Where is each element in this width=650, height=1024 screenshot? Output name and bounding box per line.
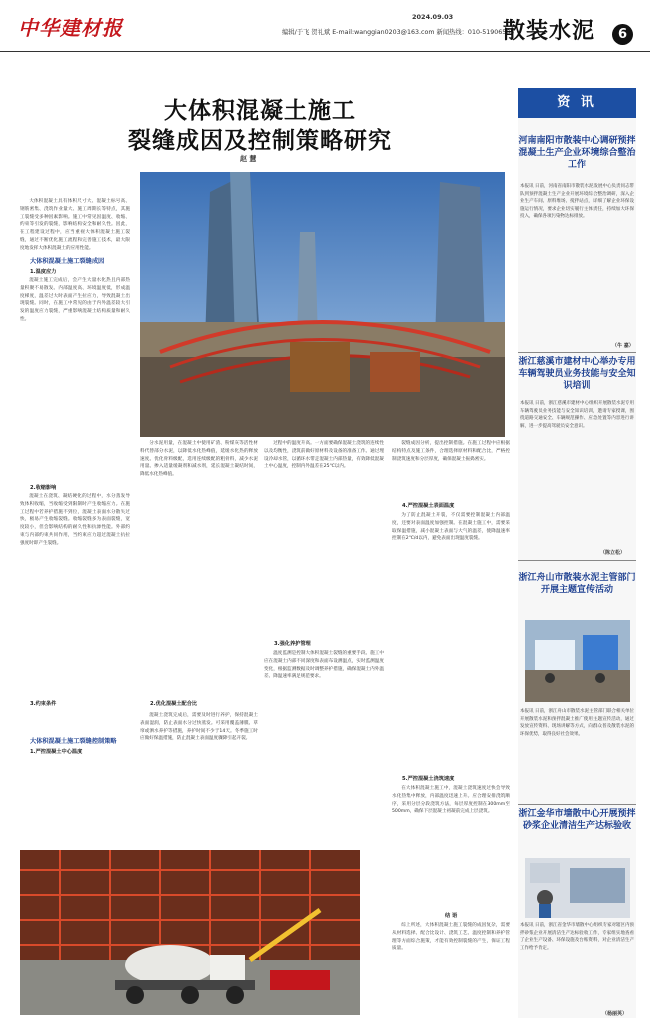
sidebar-divider [518, 804, 636, 805]
subhead-causes: 大体积混凝土施工裂缝成因 [30, 258, 105, 265]
issue-date: 2024.09.03 [412, 13, 454, 21]
article-column-2: 分水泥用量，在混凝土中使用矿渣、粉煤灰等活性材料代替部分水泥，以降低水化热峰值，延缓水化热的释放速度。优化骨料级配，选用连续级配的粗骨料，减少水泥用量。掺入适量缓凝剂和减水剂，延长混凝土凝结时间，降低水化热峰值。 [140, 441, 258, 478]
smallhead-curing: 3.强化养护管理 [274, 641, 311, 647]
byline: 赵 慧 [240, 155, 257, 163]
editor-contact-line: 编辑/于飞 贺礼斌 E-mail:wanggian0203@163.com 新闻热线：010-51906505 [282, 29, 515, 36]
article-column-1-intro: 大体积混凝土具有体积尺寸大、混凝土标号高、钢筋密集、浇筑作业量大、施工周期长等特点，其施工裂缝受多种因素影响。施工中常见因温度、收缩、约束等引发的裂缝，影响结构安全和耐久性。因此，在工程建设过程中，应当重视大体积混凝土施工裂缝，通过不断优化施工流程和完善施工技术，最大限度地发挥大体积混凝土的应用性能。 [20, 199, 130, 251]
news-2-signature: （陈立松） [600, 550, 626, 556]
news-4-photo [525, 858, 630, 918]
smallhead-mix: 2.优化混凝土配合比 [150, 701, 198, 707]
sidebar-divider [518, 560, 636, 561]
article-column-4-top: 裂缝成因分析，提出控制措施。在施工过程中应根据结构特点及施工条件，合理选择原材料和配合比，严格控制浇筑速度和分层厚度，确保混凝土振捣密实。 [392, 441, 510, 462]
article-column-2-lower: 混凝土浇筑完成后，需要及时进行养护，保持混凝土表面湿润，防止表面水分过快蒸发。可采用覆盖薄膜、草帘或洒水养护等措施，养护时间不少于14天。冬季施工时应做好保温措施，防止混凝土表面温度骤降引起开裂。 [140, 713, 258, 742]
news-3-title: 浙江舟山市散装水泥主管部门开展主题宣传活动 [518, 573, 636, 595]
news-4-signature: （杨丽英） [602, 1011, 628, 1017]
news-4-title: 浙江金华市墙散中心开展预拌砂浆企业清洁生产达标验收 [518, 809, 636, 831]
smallhead-dry: 2.收缩影响 [30, 485, 57, 491]
smallhead-conclusion: 结 语 [445, 913, 458, 919]
smallhead-surface: 4.严控混凝土表面温度 [402, 503, 455, 509]
article-column-1-middle: 混凝土施工完成后，会产生大量水化热且内部热量积聚不易散发。内部温度高、环境温度低，形成温度梯度，温差过大时表面产生拉应力，导致混凝土出现裂缝。同时，在施工中常见的由于内外温差较大引发的温度应力裂缝，严重影响混凝土结构质量和耐久性。 [20, 278, 130, 322]
article-headline-line1: 大体积混凝土施工 [164, 97, 356, 124]
article-column-4-lower: 在大体积混凝土施工中，混凝土浇筑速度过快会导致水化热集中释放，内部温度迅速上升。应合理安排浇筑顺序，采用分层分段浇筑方法，每层厚度控制在300mm至500mm，确保下层混凝土初凝前完成上层浇筑。 [392, 786, 510, 815]
news-4-body: 本报讯 日前，浙江省金华市墙散中心组织专家对辖区内预拌砂浆企业开展清洁生产达标验收工作，专家组实地查看了企业生产设备、环保设施及台账资料，对企业清洁生产工作给予肯定。 [520, 923, 634, 951]
smallhead-temp-stress: 1.温度应力 [30, 269, 57, 275]
article-column-3: 过程中的温度升高。一方面要确保混凝土浇筑的连续性以及均衡性，浇筑前做好原材料及设备的准备工作。通过埋设冷却水管，以循环水带走混凝土内部热量，有效降低混凝土中心温度，控制内外温差在25℃以内。 [264, 441, 384, 470]
news-1-signature: （牛 嘉） [612, 343, 634, 349]
news-2-body: 本报讯 日前，浙江慈溪市建材中心组织开展散装水泥专用车辆驾驶员业务技能与安全知识培训，邀请专家授课，围绕道路交通安全、车辆规范操作、应急处置等内容进行讲解，进一步提高驾驶员安全意识。 [520, 401, 634, 429]
smallhead-constraint: 3.约束条件 [30, 701, 57, 707]
news-3-body: 本报讯 日前，浙江舟山市散装水泥主管部门联合相关单位开展散装水泥和预拌混凝土推广使用主题宣传活动，通过发放宣传资料、现场讲解等方式，向群众普及散装水泥的环保优势，取得良好社会效果。 [520, 709, 634, 737]
article-conclusion: 综上所述，大体积混凝土施工裂缝的成因复杂，需要从材料选择、配合比设计、浇筑工艺、温度控制和养护管理等方面综合施策，才能有效控制裂缝的产生，保证工程质量。 [392, 923, 510, 952]
smallhead-pour: 5.严控混凝土浇筑速度 [402, 776, 455, 782]
construction-site-illustration [140, 172, 505, 437]
news-2-title: 浙江慈溪市建材中心举办专用车辆驾驶员业务技能与安全知识培训 [518, 357, 636, 391]
news-1-title: 河南南阳市散装中心调研预拌混凝土生产企业环境综合整治工作 [518, 136, 636, 170]
article-column-4-middle: 为了防止混凝土开裂，不仅需要控制混凝土内部温度，还要对表面温度加强控制。在混凝土施工中，需要采取保温措施，减小混凝土表面与大气的温差，使降温速率控制在2℃/d以内，避免表面出现温度裂缝。 [392, 513, 510, 542]
sidebar-section-tag: 资 讯 [518, 88, 636, 118]
newspaper-logo: 中华建材报 [18, 16, 123, 40]
article-headline-line2: 裂缝成因及控制策略研究 [128, 127, 392, 154]
article-column-3-lower: 温度监测是控制大体积混凝土裂缝的重要手段。施工中应在混凝土内部不同深度和表面布设测温点，实时监测温度变化，根据监测数据及时调整养护措施，确保混凝土内外温差、降温速率满足规范要求。 [264, 651, 384, 680]
construction-site-photo [140, 172, 505, 437]
concrete-mixer-illustration [20, 850, 360, 1015]
news-3-photo [525, 620, 630, 702]
event-photo-illustration [525, 620, 630, 702]
article-column-1-lower: 混凝土在浇筑、凝结硬化的过程中，水分蒸发导致体积收缩，当收缩受到限制时产生收缩应力。在施工过程中若养护措施不到位，混凝土表面水分散失过快，极易产生收缩裂缝。收缩裂缝多为表面裂缝，宽度较小，但会影响结构的耐久性和抗渗性能。外部约束与内部约束共同作用，当约束应力超过混凝土抗拉强度时即产生裂缝。 [20, 494, 130, 546]
sidebar-divider [518, 352, 636, 353]
news-1-body: 本报讯 日前，河南省南阳市散装水泥发展中心负责同志带队到预拌混凝土生产企业开展环境综合整治调研，深入企业生产车间、原料堆场、搅拌站点，详细了解企业环保设施运行情况，要求企业切实履行主体责任，持续加大环保投入，确保各项污染物达标排放。 [520, 184, 634, 220]
concrete-pouring-photo [20, 850, 360, 1015]
section-title: 散装水泥 [503, 19, 596, 44]
smallhead-temp-control: 1.严控混凝土中心温度 [30, 749, 83, 755]
page-number-badge: 6 [612, 24, 633, 45]
inspection-photo-illustration [525, 858, 630, 918]
subhead-strategy: 大体积混凝土施工裂缝控制策略 [30, 738, 117, 745]
